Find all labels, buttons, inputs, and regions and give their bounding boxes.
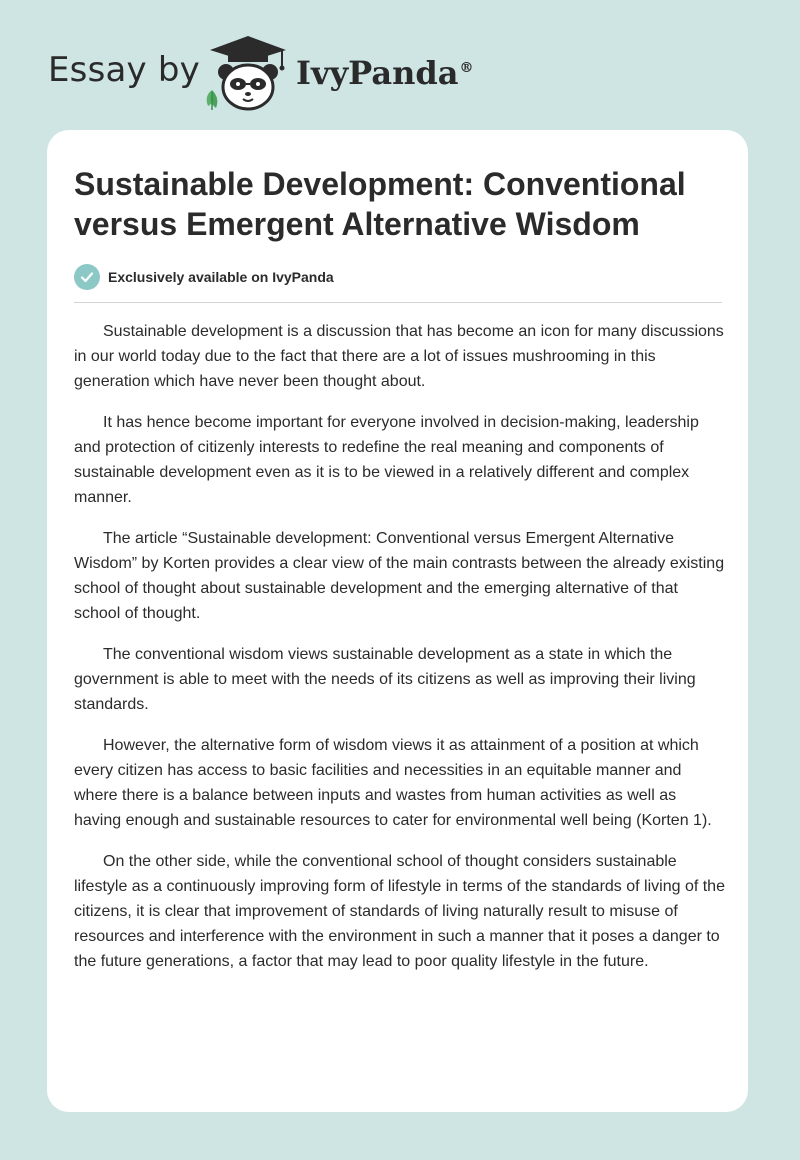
paragraph: On the other side, while the conventional school of thought considers sustainable lifestyle as a continuously improving form of lifestyle in terms of the standards of living of the citizens, it is clear that improvement of standards of living naturally result to misuse of resources and interference with the environment in such a manner that it poses a danger to the future generations, a factor that may lead to poor quality lifestyle in the future. bbox=[74, 853, 725, 970]
panda-logo-icon[interactable] bbox=[198, 32, 298, 112]
registered-mark: ® bbox=[459, 60, 474, 77]
paragraph: Sustainable development is a discussion that has become an icon for many discussions in our world today due to the fact that there are a lot of issues mushrooming in this generation which have never been thought about. bbox=[74, 323, 724, 390]
essay-card bbox=[47, 130, 748, 1112]
exclusive-label: Exclusively available on IvyPanda bbox=[108, 269, 334, 285]
paragraph: However, the alternative form of wisdom views it as attainment of a position at which every citizen has access to basic facilities and necessities in an equitable manner and where there is a balance between inputs and wastes from human activities as well as having enough and sustainable resources to cater for environmental well being (Korten 1). bbox=[74, 737, 712, 829]
brand-name[interactable] bbox=[296, 54, 473, 92]
article-body bbox=[74, 319, 726, 990]
paragraph: It has hence become important for everyone involved in decision-making, leadership and protection of citizenly interests to redefine the real meaning and components of sustainable development even as it is to be viewed in a relatively different and complex manner. bbox=[74, 414, 699, 506]
check-icon bbox=[74, 264, 100, 290]
essay-by-label: Essay by bbox=[48, 50, 200, 90]
page-title: Sustainable Development: Conventional versus Emergent Alternative Wisdom bbox=[74, 166, 686, 242]
exclusive-badge bbox=[74, 263, 334, 291]
brand-name-text: IvyPanda bbox=[296, 54, 459, 92]
paragraph: The article “Sustainable development: Conventional versus Emergent Alternative Wisdom” by Korten provides a clear view of the main contrasts between the already existing school of thought about sustainable development and the emerging alternative of that school of thought. bbox=[74, 530, 725, 622]
paragraph: The conventional wisdom views sustainable development as a state in which the government is able to meet with the needs of its citizens as well as improving their living standards. bbox=[74, 646, 696, 713]
ivy-leaf-icon bbox=[207, 90, 218, 110]
site-header bbox=[48, 28, 474, 118]
divider bbox=[74, 302, 722, 303]
